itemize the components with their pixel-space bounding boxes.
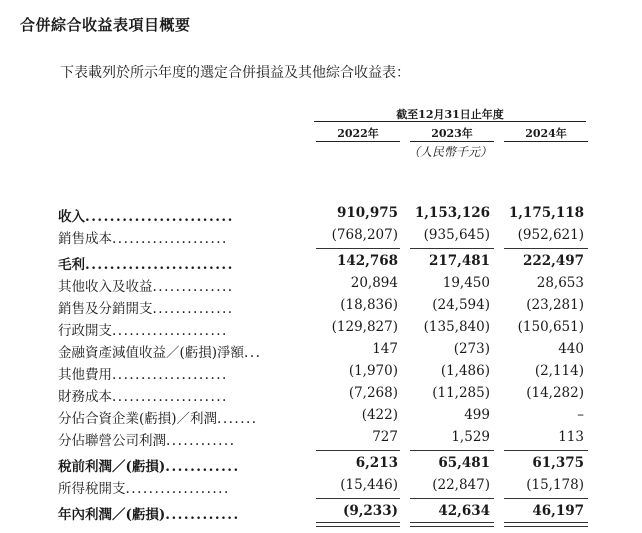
leader-dots: ............ (166, 433, 236, 449)
cell-value-2024: 46,197 (532, 503, 584, 519)
row-label (58, 319, 296, 339)
cell-value-2022: 727 (372, 429, 398, 445)
year-header-2024: 2024年 (525, 127, 567, 140)
row-label-text: 所得稅開支 (58, 481, 126, 497)
cell-value-2023: (24,594) (432, 297, 490, 313)
row-label-text: 收入 (58, 209, 85, 225)
cell-value-2024: 61,375 (532, 455, 584, 471)
leader-dots: ............ (165, 507, 240, 523)
row-label (58, 407, 296, 427)
row-label-text: 其他費用 (58, 367, 112, 383)
cell-value-2022: (15,446) (340, 477, 398, 493)
leader-dots: .................... (112, 231, 228, 247)
cell-value-2023: (935,645) (423, 227, 490, 243)
table-row (58, 455, 598, 477)
row-label-text: 金融資產減值收益／(虧損)淨額 (58, 345, 245, 361)
year-rule (410, 141, 494, 142)
row-label (58, 275, 296, 295)
row-label-text: 稅前利潤／(虧損) (58, 459, 166, 475)
row-label (58, 205, 296, 225)
unit-label: （人民幣千元） (407, 145, 492, 159)
subtotal-rule (316, 248, 400, 249)
cell-value-2024: 222,497 (522, 253, 584, 269)
row-label-text: 毛利 (58, 257, 85, 273)
section-title: 合併綜合收益表項目概要 (20, 16, 191, 34)
period-header: 截至12月31日止年度 (396, 108, 504, 121)
cell-value-2024: 1,175,118 (508, 205, 584, 221)
row-label (58, 503, 296, 523)
cell-value-2024: – (577, 407, 584, 423)
cell-value-2023: 1,153,126 (414, 205, 490, 221)
cell-value-2024: 28,653 (536, 275, 584, 291)
subtotal-rule (316, 498, 400, 499)
leader-dots: ........................ (85, 257, 234, 273)
cell-value-2022: (129,827) (331, 319, 398, 335)
subtotal-rule (410, 498, 494, 499)
cell-value-2024: (2,114) (534, 363, 584, 379)
cell-value-2024: (952,621) (517, 227, 584, 243)
cell-value-2022: (7,268) (348, 385, 398, 401)
table-row (58, 227, 598, 249)
cell-value-2023: 499 (464, 407, 490, 423)
cell-value-2022: (18,836) (340, 297, 398, 313)
row-label (58, 429, 296, 449)
cell-value-2023: (11,285) (432, 385, 490, 401)
leader-dots: ... (244, 345, 262, 361)
row-label-text: 銷售及分銷開支 (58, 301, 153, 317)
table-row (58, 275, 598, 297)
table-row (58, 429, 598, 451)
subtotal-rule (410, 248, 494, 249)
year-rule (504, 141, 588, 142)
subtotal-rule (504, 498, 588, 499)
row-label (58, 363, 296, 383)
cell-value-2023: (22,847) (432, 477, 490, 493)
subtotal-rule (316, 450, 400, 451)
table-row (58, 407, 598, 429)
total-double-rule (316, 522, 400, 527)
total-double-rule (410, 522, 494, 527)
table-row (58, 363, 598, 385)
year-rule (316, 141, 400, 142)
row-label (58, 385, 296, 405)
cell-value-2022: 910,975 (336, 205, 398, 221)
cell-value-2022: (422) (361, 407, 398, 423)
cell-value-2023: (135,840) (423, 319, 490, 335)
cell-value-2024: (15,178) (526, 477, 584, 493)
cell-value-2023: 65,481 (438, 455, 490, 471)
table-row (58, 319, 598, 341)
row-label (58, 341, 296, 361)
row-label (58, 253, 296, 273)
row-label-text: 年內利潤／(虧損) (58, 507, 166, 523)
leader-dots: .................... (112, 323, 228, 339)
table-row (58, 205, 598, 227)
table-row (58, 341, 598, 363)
cell-value-2024: (150,651) (517, 319, 584, 335)
cell-value-2023: 1,529 (451, 429, 490, 445)
leader-dots: ........................ (85, 209, 234, 225)
row-label (58, 227, 296, 247)
cell-value-2022: 6,213 (355, 455, 398, 471)
row-label (58, 297, 296, 317)
cell-value-2023: 217,481 (428, 253, 490, 269)
cell-value-2024: 440 (558, 341, 584, 357)
cell-value-2024: (14,282) (526, 385, 584, 401)
cell-value-2022: (9,233) (342, 503, 398, 519)
leader-dots: ............ (165, 459, 240, 475)
row-label-text: 銷售成本 (58, 231, 112, 247)
cell-value-2024: (23,281) (526, 297, 584, 313)
row-label (58, 477, 296, 497)
leader-dots: .................... (112, 367, 228, 383)
total-double-rule (504, 522, 588, 527)
row-label-text: 其他收入及收益 (58, 279, 153, 295)
row-label-text: 行政開支 (58, 323, 112, 339)
row-label-text: 分佔聯營公司利潤 (58, 433, 166, 449)
cell-value-2023: 42,634 (438, 503, 490, 519)
subtotal-rule (504, 450, 588, 451)
cell-value-2022: (768,207) (331, 227, 398, 243)
cell-value-2022: (1,970) (348, 363, 398, 379)
cell-value-2023: (273) (453, 341, 490, 357)
cell-value-2022: 20,894 (350, 275, 398, 291)
row-label-text: 分佔合資企業(虧損)／利潤 (58, 411, 218, 427)
cell-value-2022: 142,768 (336, 253, 398, 269)
period-header-rule (314, 121, 586, 122)
cell-value-2022: 147 (372, 341, 398, 357)
cell-value-2023: 19,450 (442, 275, 490, 291)
leader-dots: .................... (112, 389, 228, 405)
table-row (58, 297, 598, 319)
subtotal-rule (504, 248, 588, 249)
row-label (58, 455, 296, 475)
intro-text: 下表載列於所示年度的選定合併損益及其他綜合收益表： (60, 65, 410, 81)
table-row (58, 253, 598, 275)
cell-value-2024: 113 (558, 429, 584, 445)
table-row (58, 385, 598, 407)
leader-dots: .................. (125, 481, 230, 497)
year-header-2022: 2022年 (337, 127, 379, 140)
table-row (58, 477, 598, 499)
row-label-text: 財務成本 (58, 389, 112, 405)
year-header-2023: 2023年 (431, 127, 473, 140)
subtotal-rule (410, 450, 494, 451)
cell-value-2023: (1,486) (440, 363, 490, 379)
leader-dots: .............. (152, 301, 234, 317)
leader-dots: .............. (152, 279, 234, 295)
leader-dots: ....... (217, 411, 258, 427)
